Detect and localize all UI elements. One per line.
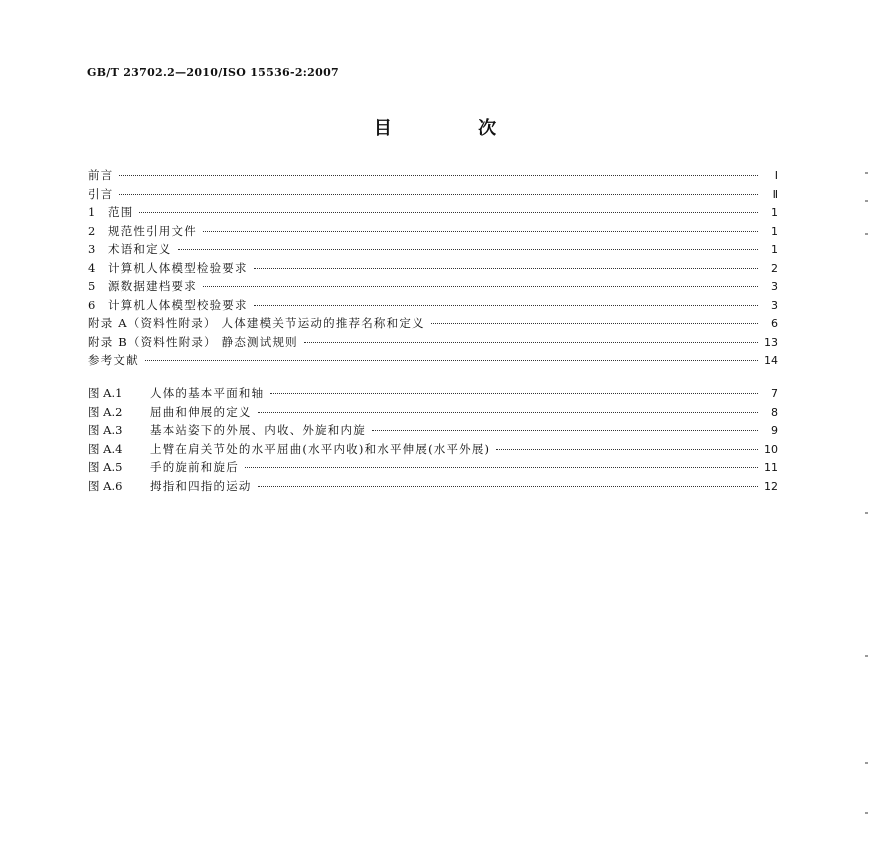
toc-entry-label: 前言 [88, 168, 114, 182]
toc-leader-dots [496, 449, 758, 450]
toc-entry-number: 6 [88, 297, 96, 312]
toc-entry-page: 14 [764, 354, 778, 367]
toc-entry-page: 1 [771, 224, 778, 238]
toc-entry-number: 2 [88, 223, 96, 238]
scan-mark [865, 762, 868, 764]
toc-entry-page: 8 [771, 405, 778, 419]
toc-entry-label: 上臂在肩关节处的水平屈曲(水平内收)和水平伸展(水平外展) [150, 441, 491, 456]
toc-entry-label: 规范性引用文件 [108, 223, 197, 238]
toc-leader-dots [119, 194, 758, 195]
toc-leader-dots [258, 486, 758, 487]
toc-leader-dots [203, 286, 758, 287]
standard-number: GB/T 23702.2—2010/ISO 15536-2:2007 [87, 66, 339, 79]
toc-leader-dots [431, 323, 758, 324]
toc-leader-dots [254, 268, 758, 269]
toc-leader-dots [304, 342, 758, 343]
toc-entry-number: 1 [88, 205, 96, 219]
toc-entry-label: 拇指和四指的运动 [150, 478, 252, 493]
toc-entry[interactable] [88, 296, 778, 315]
toc-entry[interactable] [88, 240, 778, 259]
toc-entry[interactable] [88, 384, 778, 403]
toc-entry-label: 附录 B（资料性附录） 静态测试规则 [88, 334, 298, 349]
toc-leader-dots [139, 212, 758, 213]
toc-leader-dots [372, 430, 758, 431]
toc-entry[interactable] [88, 421, 778, 440]
toc-entry-page: 12 [764, 479, 778, 493]
toc-entry-label: 基本站姿下的外展、内收、外旋和内旋 [150, 423, 366, 437]
toc-entry-page: Ⅱ [772, 187, 778, 201]
toc-leader-dots [203, 231, 758, 232]
toc-entry[interactable] [88, 259, 778, 278]
toc-entry-label: 手的旋前和旋后 [150, 460, 239, 474]
toc-entry-label: 源数据建档要求 [108, 279, 197, 293]
toc-entry-page: Ⅰ [774, 169, 778, 182]
toc-entry-page: 13 [764, 335, 778, 349]
toc-entry-label: 术语和定义 [108, 242, 172, 256]
toc-entry-page: 1 [771, 206, 778, 219]
scan-mark [865, 200, 868, 202]
toc-entry-page: 9 [771, 424, 778, 437]
toc-entry-page: 6 [771, 317, 778, 330]
toc-entry-page: 10 [764, 442, 778, 456]
toc-leader-dots [245, 467, 758, 468]
toc-entry-label: 附录 A（资料性附录） 人体建模关节运动的推荐名称和定义 [88, 316, 425, 330]
toc-entry-number: 5 [88, 279, 96, 293]
toc-entry-page: 3 [771, 280, 778, 293]
toc-leader-dots [119, 175, 758, 176]
toc-entry[interactable] [88, 403, 778, 422]
toc-entry-number: 图 A.3 [88, 423, 123, 437]
toc-entry[interactable] [88, 440, 778, 459]
toc-entry-number: 图 A.2 [88, 404, 123, 419]
toc-entry[interactable] [88, 222, 778, 241]
scan-mark [865, 172, 868, 174]
toc-leader-dots [258, 412, 758, 413]
toc-entry-number: 4 [88, 260, 96, 275]
toc-figures-list [88, 384, 778, 495]
toc-entry[interactable] [88, 203, 778, 222]
toc-entry-label: 引言 [88, 186, 114, 201]
toc-entry[interactable] [88, 185, 778, 204]
toc-entry-number: 3 [88, 242, 96, 256]
toc-entry[interactable] [88, 166, 778, 185]
toc-entry-label: 计算机人体模型校验要求 [108, 297, 248, 312]
toc-entry-number: 图 A.4 [88, 441, 123, 456]
toc-entry-label: 范围 [108, 205, 134, 219]
toc-entry[interactable] [88, 333, 778, 352]
scan-mark [865, 512, 868, 514]
scan-mark [865, 233, 868, 235]
toc-entry[interactable] [88, 314, 778, 333]
toc-entry[interactable] [88, 458, 778, 477]
toc-leader-dots [178, 249, 759, 250]
toc-entry-label: 人体的基本平面和轴 [150, 386, 265, 400]
toc-leader-dots [145, 360, 758, 361]
toc-entry-page: 1 [771, 243, 778, 256]
toc-entry-number: 图 A.6 [88, 478, 123, 493]
toc-entry-label: 屈曲和伸展的定义 [150, 404, 252, 419]
toc-entry[interactable] [88, 351, 778, 370]
toc-entry-page: 3 [771, 298, 778, 312]
scan-mark [865, 812, 868, 814]
page-title: 目 次 [373, 118, 537, 139]
toc-leader-dots [254, 305, 758, 306]
scan-mark [865, 655, 868, 657]
toc-entry-label: 计算机人体模型检验要求 [108, 260, 248, 275]
toc-leader-dots [270, 393, 758, 394]
toc-entry-page: 2 [771, 261, 778, 275]
toc-sections-list [88, 166, 778, 370]
toc-entry[interactable] [88, 277, 778, 296]
toc-entry-label: 参考文献 [88, 353, 139, 367]
toc-entry-number: 图 A.5 [88, 460, 123, 474]
toc-entry-page: 11 [764, 461, 778, 474]
toc-entry-page: 7 [771, 387, 778, 400]
toc-entry-number: 图 A.1 [88, 386, 123, 400]
toc-entry[interactable] [88, 477, 778, 496]
